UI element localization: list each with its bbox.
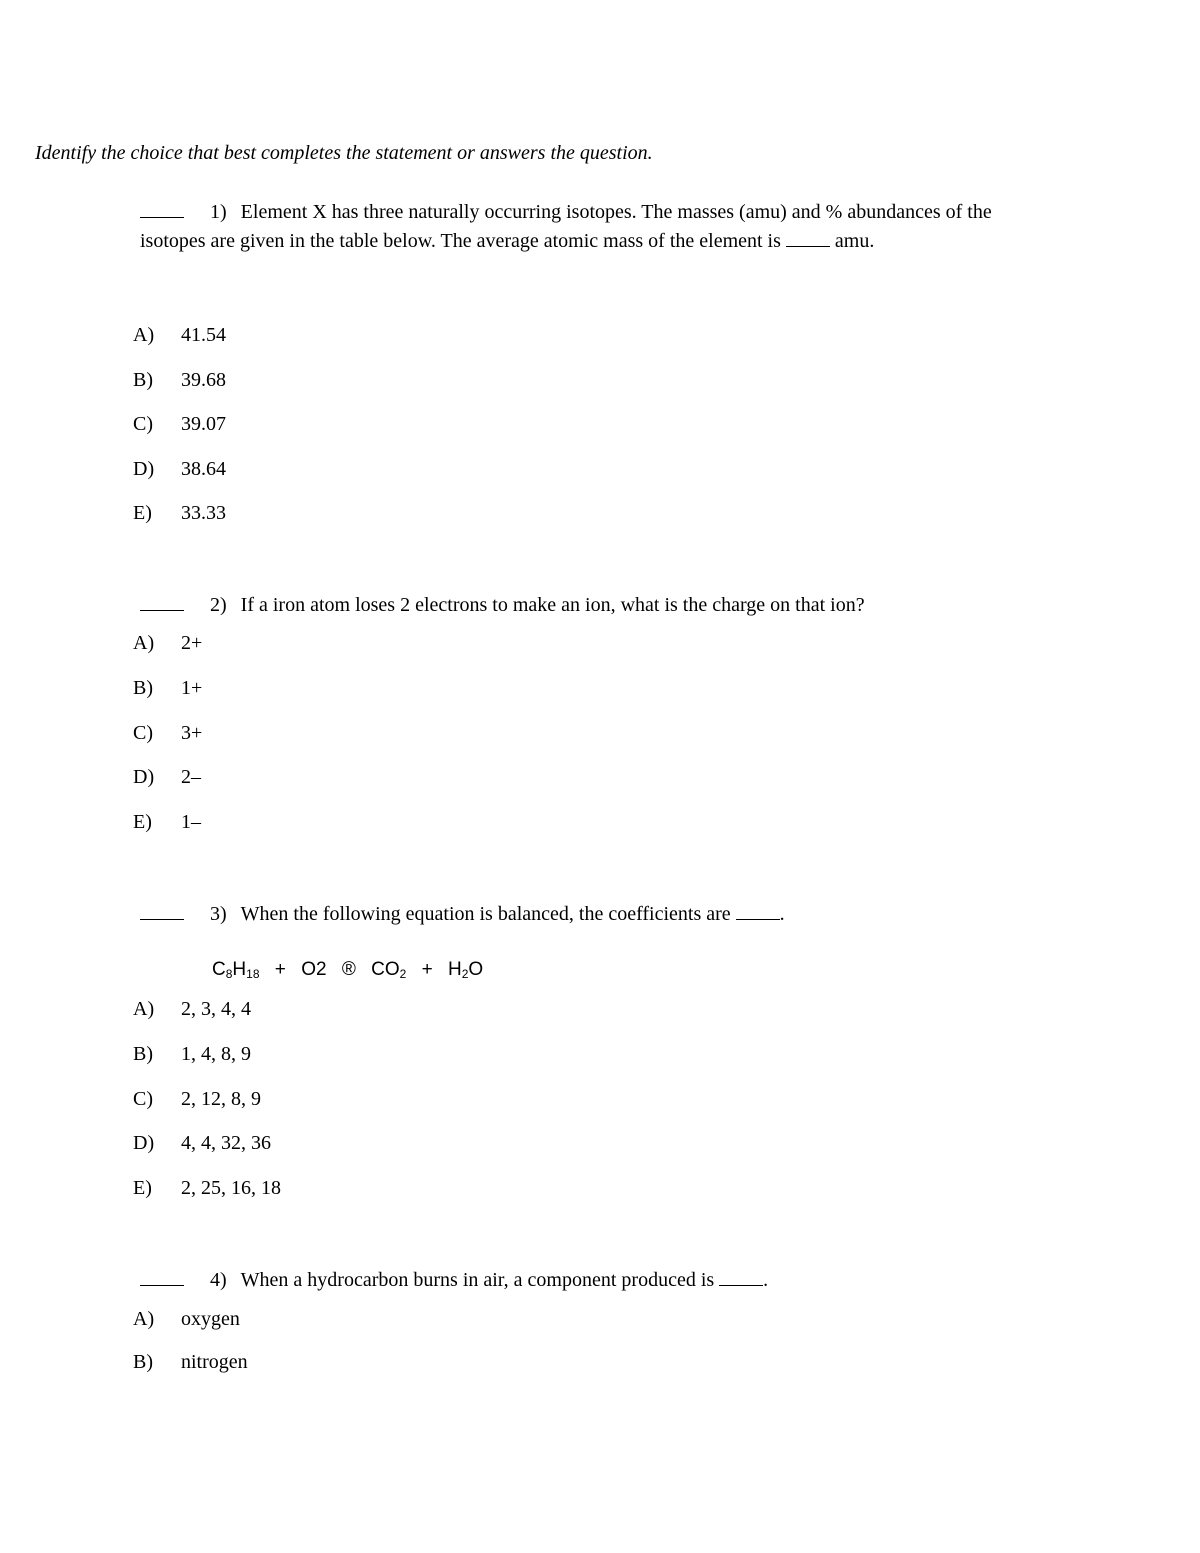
answer-blank-1[interactable]	[140, 201, 184, 218]
choice-letter: B)	[133, 1351, 153, 1373]
question-number: 4)	[210, 1269, 227, 1291]
subscript: 2	[399, 967, 407, 981]
choice-2e[interactable]	[133, 808, 201, 836]
question-number: 2)	[210, 594, 227, 616]
choice-letter: B)	[133, 677, 153, 699]
plus-sign: +	[421, 959, 433, 980]
inline-blank	[736, 903, 780, 920]
question-text: When a hydrocarbon burns in air, a component produced is	[240, 1269, 715, 1291]
choice-3a[interactable]	[133, 995, 251, 1023]
choice-text: 2+	[181, 632, 203, 654]
choice-text: 41.54	[181, 324, 226, 346]
choice-1a[interactable]	[133, 321, 226, 349]
question-number: 3)	[210, 903, 227, 925]
question-text: If a iron atom loses 2 electrons to make an ion, what is the charge on that ion?	[240, 594, 865, 616]
plus-sign: +	[274, 959, 286, 980]
question-text: Element X has three naturally occurring isotopes. The masses (amu) and % abundances of the	[240, 201, 992, 223]
reaction-arrow: ®	[341, 959, 356, 980]
question-3-line	[140, 900, 785, 928]
choice-text: 39.07	[181, 413, 226, 435]
symbol: H	[447, 959, 462, 980]
choice-2a[interactable]	[133, 629, 202, 657]
choice-text: 3+	[181, 722, 203, 744]
subscript: 2	[461, 967, 469, 981]
choice-3c[interactable]	[133, 1085, 261, 1113]
reactant-octane	[212, 959, 260, 980]
instructions: Identify the choice that best completes the statement or answers the question.	[35, 142, 653, 164]
choice-3b[interactable]	[133, 1040, 251, 1068]
question-1-line	[140, 198, 992, 226]
choice-text: 4, 4, 32, 36	[181, 1132, 271, 1154]
choice-text: 2, 25, 16, 18	[181, 1177, 281, 1199]
inline-blank	[719, 1269, 763, 1286]
choice-letter: E)	[133, 502, 152, 524]
symbol: H	[232, 959, 247, 980]
choice-text: 39.68	[181, 369, 226, 391]
choice-letter: D)	[133, 458, 155, 480]
choice-letter: C)	[133, 1088, 153, 1110]
choice-3d[interactable]	[133, 1129, 271, 1157]
subscript: 8	[225, 967, 233, 981]
question-4-line	[140, 1266, 768, 1294]
choice-text: 2–	[181, 766, 201, 788]
product-water	[448, 959, 483, 980]
choice-letter: E)	[133, 811, 152, 833]
choice-text: 2, 12, 8, 9	[181, 1088, 261, 1110]
question-text: When the following equation is balanced, the coefficients are	[240, 903, 731, 925]
choice-letter: C)	[133, 722, 153, 744]
product-co2	[371, 959, 406, 980]
question-text: .	[779, 903, 785, 925]
choice-letter: D)	[133, 766, 155, 788]
choice-text: 2, 3, 4, 4	[181, 998, 251, 1020]
choice-1d[interactable]	[133, 455, 226, 483]
question-number: 1)	[210, 201, 227, 223]
inline-blank	[786, 230, 830, 247]
choice-2d[interactable]	[133, 763, 201, 791]
choice-letter: C)	[133, 413, 153, 435]
choice-4a[interactable]	[133, 1305, 240, 1333]
choice-text: 38.64	[181, 458, 226, 480]
choice-text: 1–	[181, 811, 201, 833]
question-text: amu.	[834, 230, 875, 252]
choice-1e[interactable]	[133, 499, 226, 527]
choice-letter: B)	[133, 369, 153, 391]
choice-2b[interactable]	[133, 674, 202, 702]
symbol: C	[212, 959, 226, 980]
question-2-line	[140, 591, 865, 619]
choice-letter: A)	[133, 632, 155, 654]
subscript: 18	[246, 967, 260, 981]
choice-letter: B)	[133, 1043, 153, 1065]
question-text: isotopes are given in the table below. The average atomic mass of the element is	[140, 230, 781, 252]
choice-3e[interactable]	[133, 1174, 281, 1202]
choice-letter: E)	[133, 1177, 152, 1199]
symbol: CO	[371, 959, 400, 980]
answer-blank-2[interactable]	[140, 594, 184, 611]
choice-text: 33.33	[181, 502, 226, 524]
reactant-oxygen: O2	[301, 959, 327, 980]
choice-letter: A)	[133, 998, 155, 1020]
symbol: O	[468, 959, 484, 980]
choice-letter: D)	[133, 1132, 155, 1154]
choice-1b[interactable]	[133, 366, 226, 394]
choice-letter: A)	[133, 324, 155, 346]
choice-text: 1, 4, 8, 9	[181, 1043, 251, 1065]
chemical-equation	[212, 956, 493, 988]
choice-text: 1+	[181, 677, 203, 699]
choice-text: nitrogen	[181, 1351, 248, 1373]
answer-blank-3[interactable]	[140, 903, 184, 920]
question-text: .	[763, 1269, 769, 1291]
choice-2c[interactable]	[133, 719, 202, 747]
choice-4b[interactable]	[133, 1348, 248, 1376]
choice-1c[interactable]	[133, 410, 226, 438]
choice-text: oxygen	[181, 1308, 240, 1330]
choice-letter: A)	[133, 1308, 155, 1330]
answer-blank-4[interactable]	[140, 1269, 184, 1286]
question-1-continuation	[140, 227, 874, 255]
